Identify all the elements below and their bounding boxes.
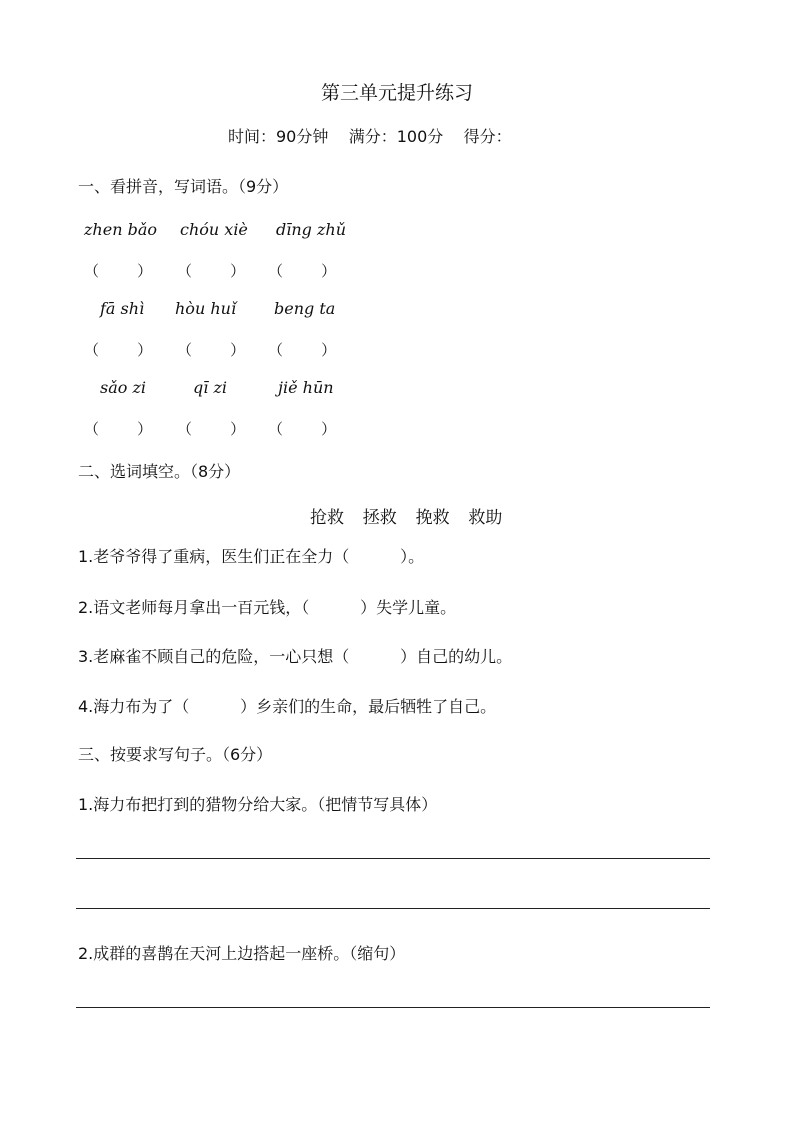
section2-heading: 二、选词填空。（8分）: [78, 462, 241, 481]
pinyin-fashi: fā shì: [100, 299, 145, 318]
pinyin-zhenbao: zhen bǎo: [84, 220, 158, 239]
sentence-question: 1.海力布把打到的猎物分给大家。（把情节写具体）: [78, 795, 438, 814]
fill-question: 4.海力布为了（ ）乡亲们的生命，最后牺牲了自己。: [78, 697, 497, 716]
fill-question: 3.老麻雀不顾自己的危险，一心只想（ ）自己的幼儿。: [78, 647, 513, 666]
pinyin-bengta: beng ta: [274, 299, 336, 318]
pinyin-houhui: hòu huǐ: [175, 299, 237, 318]
answer-blank[interactable]: （ ）: [84, 341, 153, 359]
sentence-question: 2.成群的喜鹊在天河上边搭起一座桥。（缩句）: [78, 944, 406, 963]
section3-heading: 三、按要求写句子。（6分）: [78, 745, 273, 764]
pinyin-dingzhu: dīng zhǔ: [276, 220, 347, 239]
pinyin-chouxie: chóu xiè: [180, 220, 248, 239]
answer-blank[interactable]: （ ）: [177, 420, 246, 438]
pinyin-jiehun: jiě hūn: [278, 378, 334, 397]
fill-question: 1.老爷爷得了重病，医生们正在全力（ ）。: [78, 547, 425, 566]
answer-blank[interactable]: （ ）: [268, 420, 337, 438]
word-choices: 抢救 拯救 挽救 救助: [310, 508, 503, 528]
answer-blank[interactable]: （ ）: [177, 341, 246, 359]
page-title: 第三单元提升练习: [320, 82, 473, 104]
answer-blank[interactable]: （ ）: [268, 341, 337, 359]
answer-line[interactable]: [76, 908, 710, 909]
answer-blank[interactable]: （ ）: [84, 262, 153, 280]
answer-line[interactable]: [76, 858, 710, 859]
answer-blank[interactable]: （ ）: [177, 262, 246, 280]
fill-question: 2.语文老师每月拿出一百元钱，（ ）失学儿童。: [78, 598, 457, 617]
answer-line[interactable]: [76, 1007, 710, 1008]
answer-blank[interactable]: （ ）: [84, 420, 153, 438]
pinyin-qizi: qī zi: [193, 378, 227, 397]
pinyin-saozi: sǎo zi: [100, 378, 147, 397]
exam-info: 时间：90分钟 满分：100分 得分：: [228, 127, 512, 146]
section1-heading: 一、看拼音，写词语。（9分）: [78, 177, 289, 196]
answer-blank[interactable]: （ ）: [268, 262, 337, 280]
